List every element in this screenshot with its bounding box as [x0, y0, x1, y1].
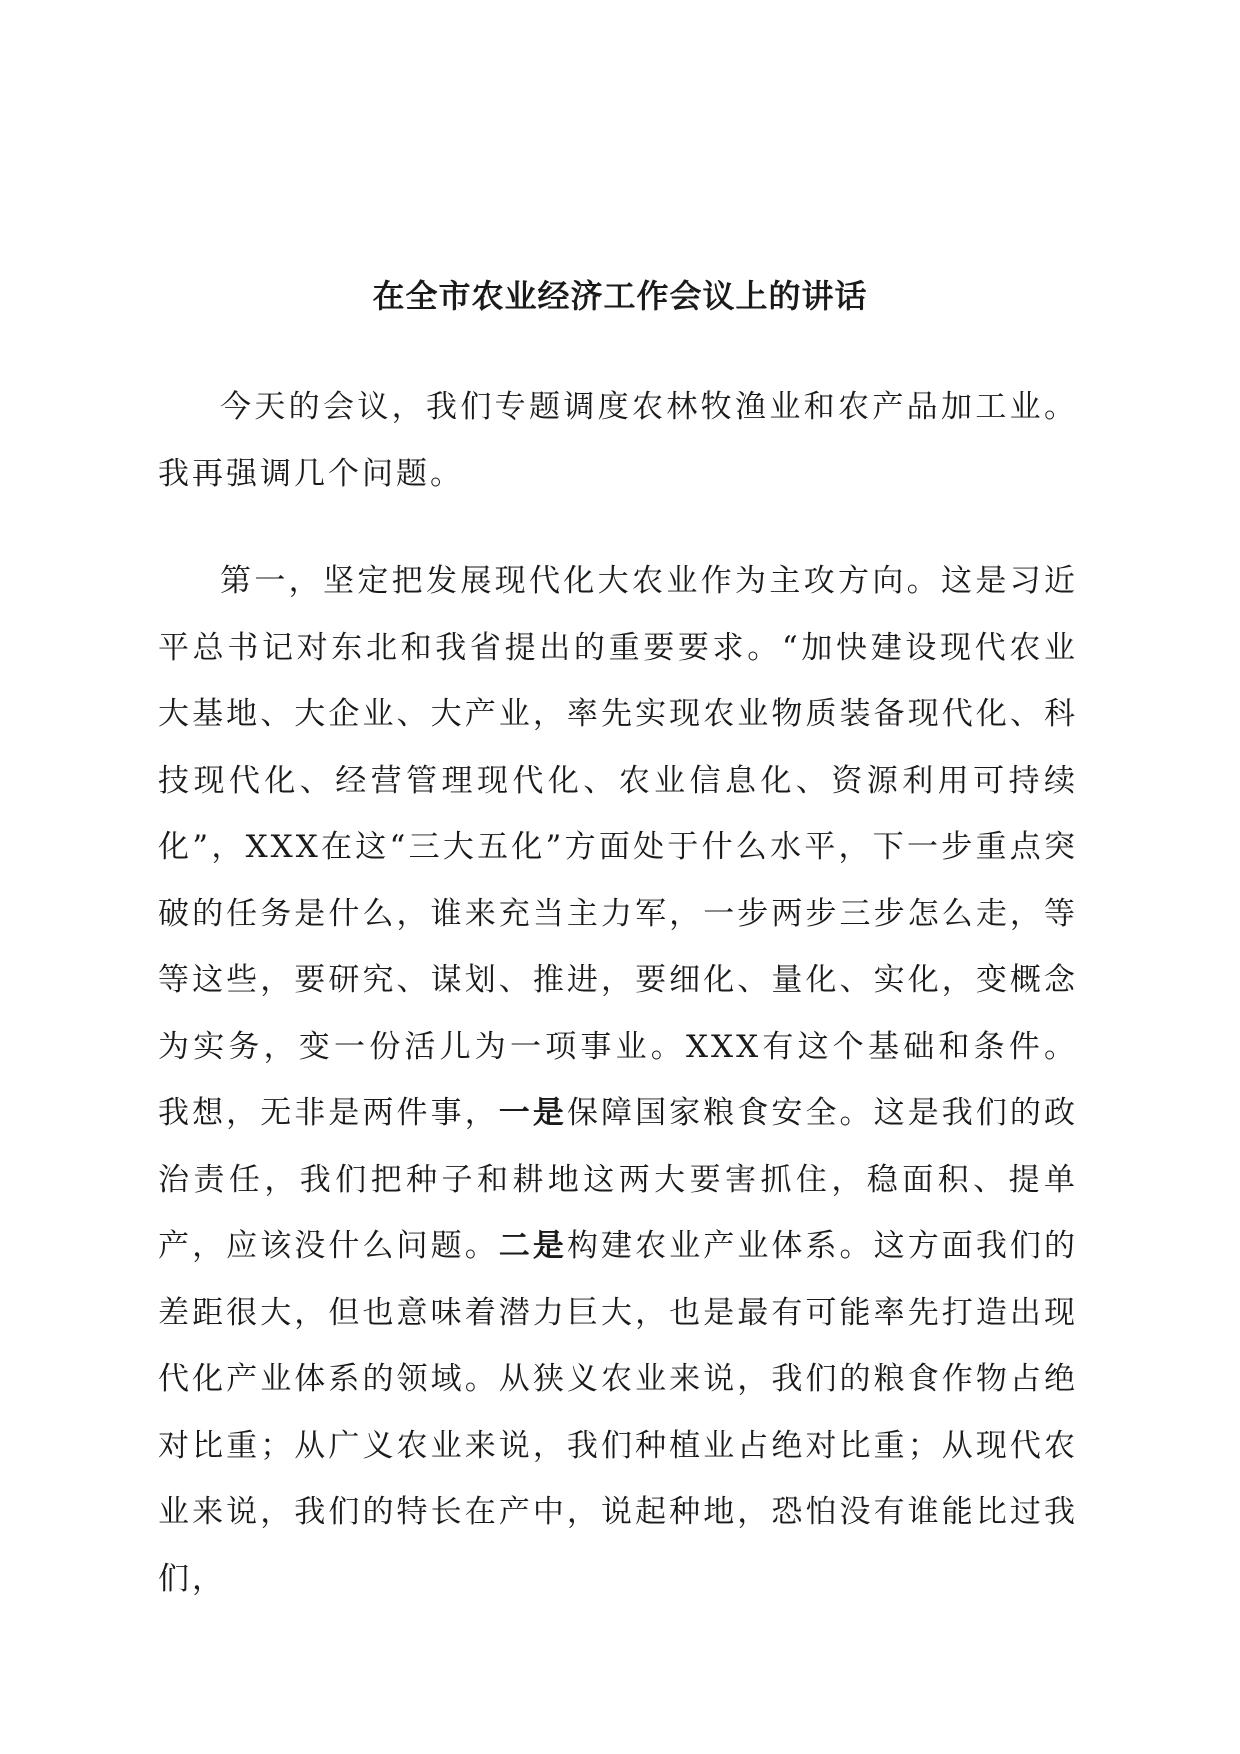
paragraph-1: 今天的会议，我们专题调度农林牧渔业和农产品加工业。我再强调几个问题。 [158, 389, 1078, 492]
document-title: 在全市农业经济工作会议上的讲话 [372, 277, 868, 315]
paragraph-2-text-3: 构建农业产业体系。这方面我们的差距很大，但也意味着潜力巨大，也是最有可能率先打造出现代化产业体系的领域。从狭义农业来说，我们的粮食作物占绝对比重；从广义农业来说，我们种植业占绝对比重；从现代农业来说，我们的特长在产中，说起种地，恐怕没有谁能比过我们， [158, 1228, 1079, 1597]
paragraph-2-block [158, 548, 1078, 1612]
paragraph-2-text-2: 保障国家粮食安全。这是我们的政治责任，我们把种子和耕地这两大要害抓住，稳面积、提单产，应该没什么问题。 [158, 1095, 1079, 1264]
paragraph-2 [158, 548, 1078, 1612]
paragraph-2-text-1: 第一，坚定把发展现代化大农业作为主攻方向。这是习近平总书记对东北和我省提出的重要要求。“加快建设现代农业大基地、大企业、大产业，率先实现农业物质装备现代化、科技现代化、经营管理现代化、农业信息化、资源利用可持续化”，XXX在这“三大五化”方面处于什么水平，下一步重点突破的任务是什么，谁来充当主力军，一步两步三步怎么走，等等这些，要研究、谋划、推进，要细化、量化、实化，变概念为实务，变一份活儿为一项事业。XXX有这个基础和条件。我想，无非是两件事， [158, 563, 1078, 1131]
paragraph-1-block [158, 374, 1078, 507]
emphasis-second-point: 二是 [498, 1228, 567, 1264]
emphasis-first-point: 一是 [498, 1095, 567, 1131]
